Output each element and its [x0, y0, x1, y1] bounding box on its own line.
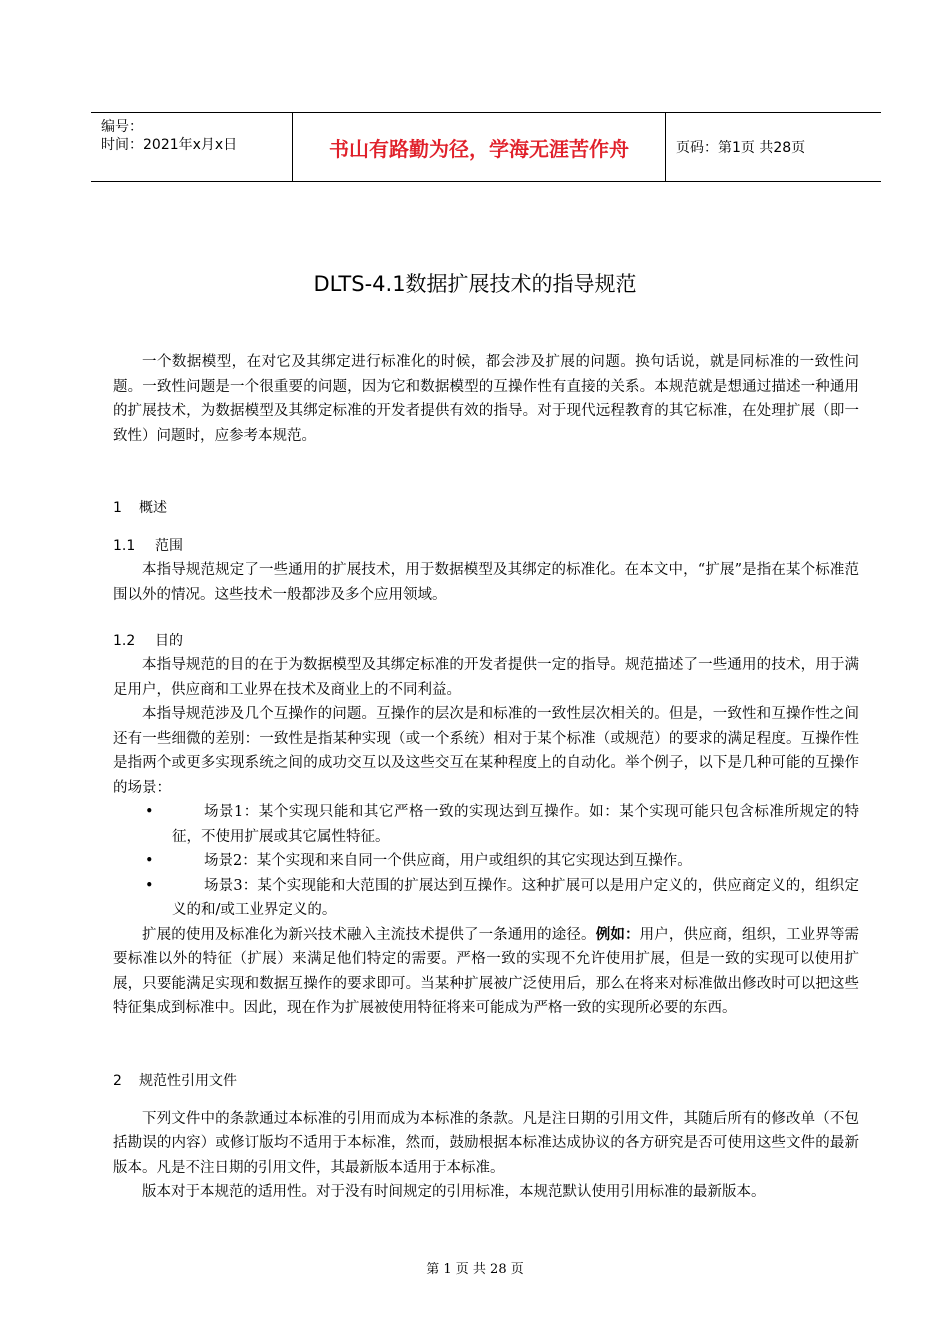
section-1-2-paragraph-3: 扩展的使用及标准化为新兴技术融入主流技术提供了一条通用的途径。例如：用户，供应商，组织，工业界等需要标准以外的特征（扩展）来满足他们特定的需要。严格一致的实现不允许使用扩展，但是一致的实现可以使用扩展，只要能满足实现和数据互操作的要求即可。当某种扩展被广泛使用后，那么在将来对标准做出修改时可以把这些特征集成到标准中。因此，现在作为扩展被使用特征将来可能成为严格一致的实现所必要的东西。	[113, 925, 860, 1016]
list-item: • 场景3：某个实现能和大范围的扩展达到互操作。这种扩展可以是用户定义的，供应商定义的，组织定义的和/或工业界定义的。	[113, 874, 859, 923]
list-item: • 场景1：某个实现只能和其它严格一致的实现达到互操作。如：某个实现可能只包含标准所规定的特征，不使用扩展或其它属性特征。	[113, 800, 859, 849]
section-2-heading: 2 规范性引用文件	[113, 1072, 237, 1089]
header-meta	[91, 113, 292, 181]
section-1-1-paragraph: 本指导规范规定了一些通用的扩展技术，用于数据模型及其绑定的标准化。在本文中，“扩展”是指在某个标准范围以外的情况。这些技术一般都涉及多个应用领域。	[113, 562, 859, 603]
document-title: DLTS-4.1数据扩展技术的指导规范	[313, 272, 637, 296]
document-body	[113, 350, 859, 1205]
intro-paragraph: 一个数据模型，在对它及其绑定进行标准化的时候，都会涉及扩展的问题。换句话说，就是同标准的一致性问题。一致性问题是一个很重要的问题，因为它和数据模型的互操作性有直接的关系。本规范就是想通过描述一种通用的扩展技术，为数据模型及其绑定标准的开发者提供有效的指导。对于现代远程教育的其它标准，在处理扩展（即一致性）问题时，应参考本规范。	[113, 354, 859, 444]
motto: 书山有路勤为径，学海无涯苦作舟	[292, 113, 666, 181]
section-1-2-paragraph-2: 本指导规范涉及几个互操作的问题。互操作的层次是和标准的一致性层次相关的。但是，一致性和互操作性之间还有一些细微的差别：一致性是指某种实现（或一个系统）相对于某个标准（或规范）的要求的满足程度。互操作性是指两个或更多实现系统之间的成功交互以及这些交互在某种程度上的自动化。举个例子，以下是几种可能的互操作的场景：	[113, 706, 859, 796]
section-1-heading: 1 概述	[113, 500, 167, 516]
page-footer: 第 1 页 共 28 页	[426, 1262, 524, 1277]
header-table	[91, 112, 881, 182]
scenario-list	[113, 800, 859, 923]
section-1-2-paragraph-1: 本指导规范的目的在于为数据模型及其绑定标准的开发者提供一定的指导。规范描述了一些通用的技术，用于满足用户，供应商和工业界在技术及商业上的不同利益。	[113, 657, 859, 698]
section-2-paragraph-1: 下列文件中的条款通过本标准的引用而成为本标准的条款。凡是注日期的引用文件，其随后所有的修改单（不包括勘误的内容）或修订版均不适用于本标准，然而，鼓励根据本标准达成协议的各方研究是否可使用这些文件的最新版本。凡是不注日期的引用文件，其最新版本适用于本标准。	[113, 1110, 859, 1176]
page-label: 页码：第1页 共28页	[676, 140, 806, 156]
section-1-1-heading: 1.1 范围	[113, 538, 183, 554]
section-1-2-heading: 1.2 目的	[113, 633, 183, 649]
time-label: 时间：2021年x月x日	[101, 137, 238, 153]
number-label: 编号：	[101, 119, 143, 135]
list-item: • 场景2：某个实现和来自同一个供应商，用户或组织的其它实现达到互操作。	[113, 849, 859, 874]
section-2-paragraph-2: 版本对于本规范的适用性。对于没有时间规定的引用标准，本规范默认使用引用标准的最新版本。	[142, 1184, 766, 1200]
